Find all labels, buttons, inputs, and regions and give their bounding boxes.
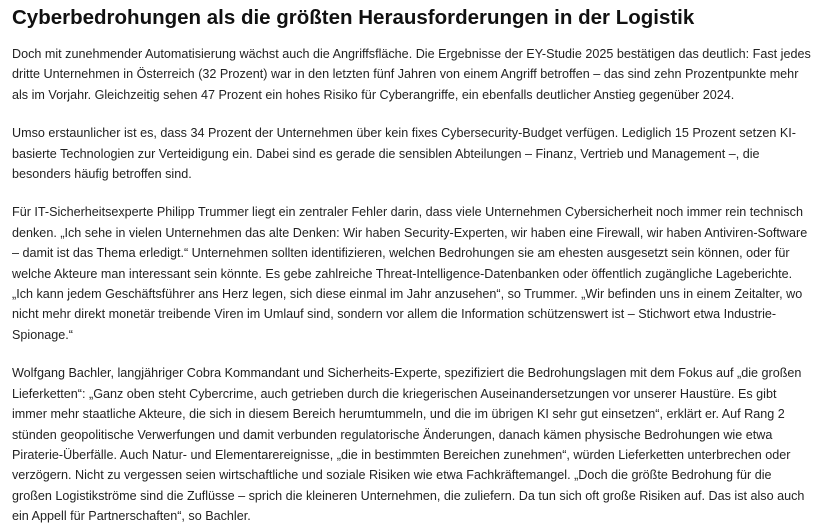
paragraph-attack-surface: Doch mit zunehmender Automatisierung wächst auch die Angriffsfläche. Die Ergebnisse der EY-Studie 2025 bestätigen das deutlich: Fast jedes dritte Unternehmen in Österreich (32 Prozent) war in den letzten fünf Jahren von einem Angriff betroffen – das sind zehn Prozentpunkte mehr als im Vorjahr. Gleichzeitig sehen 47 Prozent ein hohes Risiko für Cyberangriffe, ein ebenfalls deutlicher Anstieg gegenüber 2024.	[12, 47, 811, 102]
article-heading: Cyberbedrohungen als die größten Herausforderungen in der Logistik	[12, 6, 695, 29]
paragraph-budget: Umso erstaunlicher ist es, dass 34 Prozent der Unternehmen über kein fixes Cybersecurity-Budget verfügen. Lediglich 15 Prozent setzen KI-basierte Technologien zur Verteidigung ein. Dabei sind es gerade die sensiblen Abteilungen – Finanz, Vertrieb und Management –, die besonders häufig betroffen sind.	[12, 126, 797, 182]
paragraph-bachler-quote: Wolfgang Bachler, langjähriger Cobra Kommandant und Sicherheits-Experte, spezifiziert die Bedrohungslagen mit dem Fokus auf „die großen Lieferketten“: „Ganz oben steht Cybercrime, auch getrieben durch die kriegerischen Auseinandersetzungen vor unserer Haustüre. Es gibt immer mehr staatliche Akteure, die sich in diesem Bereich herumtummeln, und die im übrigen KI sehr gut einsetzen“, erklärt er. Auf Rang 2 stünden geopolitische Verwerfungen und damit verbunden regulatorische Änderungen, danach kämen physische Bedrohungen wie etwa Piraterie-Überfälle. Auch Natur- und Elementarereignisse, „die in bestimmten Bereichen zunehmen“, würden Lieferketten unterbrechen oder verzögern. Nicht zu vergessen seien wirtschaftliche und soziale Risiken wie etwa Fachkräftemangel. „Doch die größte Bedrohung für die großen Logistikströme sind die Zuflüsse – sprich die kleineren Unternehmen, die zuliefern. Da tun sich oft große Risiken auf. Das ist also auch ein Appell für Partnerschaften“, so Bachler.	[12, 366, 805, 524]
paragraph-trummer-quote: Für IT-Sicherheitsexperte Philipp Trummer liegt ein zentraler Fehler darin, dass viele Unternehmen Cybersicherheit noch immer rein technisch denken. „Ich sehe in vielen Unternehmen das alte Denken: Wir haben Security-Experten, wir haben eine Firewall, wir haben Antiviren-Software – damit ist das Thema erledigt.“ Unternehmen sollten identifizieren, welchen Bedrohungen sie am ehesten ausgesetzt sein können, oder für welche Akteure man interessant sein könnte. Es gebe zahlreiche Threat-Intelligence-Datenbanken oder öffentlich zugängliche Lageberichte. „Ich kann jedem Geschäftsführer ans Herz legen, sich diese einmal im Jahr anzusehen“, so Trummer. „Wir befinden uns in einem Zeitalter, wo nicht mehr direkt monetär treibende Viren im Umlauf sind, sondern vor allem die Information schützenswert ist – Stichwort etwa Industrie-Spionage.“	[12, 205, 808, 342]
